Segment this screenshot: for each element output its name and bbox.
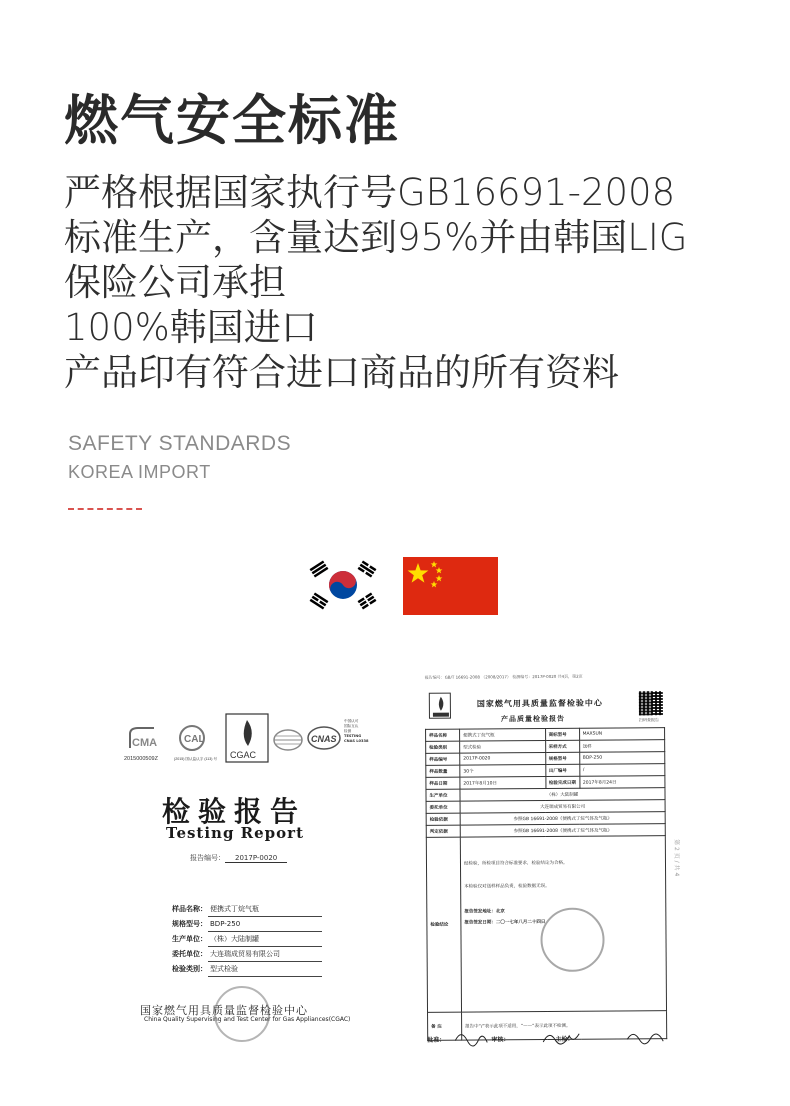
cover-fields [172, 902, 322, 977]
table-cell: BDP-250 [579, 752, 665, 765]
cma-label: CMA [132, 737, 158, 749]
cma-number: 2015000509Z [124, 756, 158, 762]
test-center-name-zh: 国家燃气用具质量监督检验中心 [140, 1004, 308, 1017]
cgac-label: CGAC [230, 750, 257, 760]
cover-field-row [172, 947, 322, 962]
table-cell: / [579, 764, 665, 777]
field-label: 委托单位： [172, 950, 207, 958]
report-heading: 国家燃气用具质量监督检验中心 [476, 698, 603, 709]
description-line: 100%韩国进口 [64, 306, 318, 349]
report-number-label: 报告编号： [190, 854, 225, 862]
testing-report-cover [110, 690, 380, 1050]
emblem-logo-icon [274, 730, 302, 750]
table-cell: 商标型号 [545, 728, 579, 740]
field-label: 规格型号： [172, 920, 207, 928]
qr-code-icon [639, 691, 663, 715]
reviewer-label: 审核： [491, 1036, 510, 1044]
report-side-text: 第 2 页 / 共 4 [672, 839, 681, 877]
cnas-side-text: 检测 [344, 729, 352, 733]
english-subtitle: KOREA IMPORT [68, 462, 211, 482]
cnas-label: CNAS [311, 734, 337, 744]
certification-logos [120, 710, 380, 770]
table-cell: 样品日期 [426, 777, 460, 789]
report-number-value: 2017P-0020 [225, 854, 287, 863]
table-cell: 2017年8月24日 [579, 776, 665, 789]
cover-title-en: Testing Report [166, 824, 305, 842]
table-cell: 生产单位 [426, 789, 460, 801]
cgac-small-logo-icon [429, 693, 451, 719]
table-cell: 2017年8月10日 [460, 776, 546, 789]
table-cell: 检验类别 [426, 741, 460, 753]
table-cell: 参照GB 16691-2008《便携式丁烷气体及气瓶》 [460, 824, 665, 837]
cover-field-row [172, 932, 322, 947]
conclusion-line: 报告签发地址：北京 [464, 909, 505, 915]
description-line: 保险公司承担 [64, 261, 286, 304]
handwritten-signatures-icon [451, 1025, 671, 1049]
field-label: 样品名称： [172, 905, 207, 913]
cover-field-row [172, 962, 322, 977]
table-cell: 备 注 [428, 1012, 462, 1040]
south-korea-flag-icon [302, 556, 384, 614]
table-cell: 样品编号 [426, 753, 460, 765]
table-cell: 规格型号 [545, 752, 579, 764]
table-cell: 委托单位 [426, 801, 460, 813]
cnas-side-text: 国际互认 [344, 724, 359, 728]
conclusion-line: 经检验，所检项目符合标准要求，检验结论为合格。 [463, 860, 568, 867]
china-flag-icon [403, 557, 498, 615]
quality-inspection-report [409, 669, 682, 1061]
table-cell: 样品数量 [426, 765, 460, 777]
table-cell: 大连瑞成贸易有限公司 [460, 800, 665, 813]
field-value: 便携式丁烷气瓶 [208, 902, 322, 917]
report-number [190, 853, 287, 863]
english-title: SAFETY STANDARDS [68, 432, 292, 455]
description-line: 标准生产，含量达到95%并由韩国LIG [64, 216, 688, 259]
table-cell: 判定依据 [426, 825, 460, 837]
test-center-name-en: China Quality Supervising and Test Center for Gas Appliances(CGAC) [144, 1016, 351, 1023]
cover-title-zh: 检验报告 [162, 795, 307, 828]
page-title: 燃气安全标准 [64, 89, 400, 152]
official-stamp-icon [540, 908, 604, 972]
cnas-logo-icon [308, 718, 369, 749]
accent-divider [68, 508, 142, 510]
table-cell: 送样 [579, 740, 665, 753]
table-cell: 检验依据 [426, 813, 460, 825]
table-cell: 检验完成日期 [545, 776, 579, 788]
description-line: 严格根据国家执行号GB16691-2008 [64, 171, 676, 214]
table-cell: 样品名称 [426, 729, 460, 741]
field-label: 生产单位： [172, 935, 207, 943]
table-cell: 出厂编号 [545, 764, 579, 776]
cal-label: CAL [184, 734, 205, 745]
field-value: BDP-250 [208, 917, 322, 932]
table-cell: 30个 [460, 764, 546, 777]
table-cell: （株）大陆制罐 [460, 788, 665, 801]
table-cell: 报告中“/”表示此项不适用，“——”表示此项不检测。 [462, 1011, 667, 1040]
cover-field-row [172, 902, 322, 917]
conclusion-line: 报告签发日期：二〇一七年八月二十四日 [464, 919, 546, 926]
cal-number: (2015) 国认监认字 (113) 号 [174, 757, 218, 761]
cal-logo-icon [174, 726, 217, 761]
cnas-side-text: 中国认可 [344, 719, 359, 723]
cnas-side-text: TESTING [344, 734, 362, 738]
table-cell: 便携式丁烷气瓶 [460, 728, 546, 741]
report-table [425, 727, 667, 1044]
table-cell: 2017P-0020 [460, 752, 546, 765]
inspector-label: 主检： [555, 1035, 574, 1043]
cover-field-row [172, 917, 322, 932]
conclusion-line: 本检验仅对送样样品负责，检验数据无误。 [464, 883, 550, 890]
report-subheading: 产品质量检验报告 [500, 714, 566, 724]
field-value: 型式检验 [208, 962, 322, 977]
table-cell: 检验结论 [426, 837, 461, 1012]
qr-label: 扫码查报告 [638, 717, 660, 723]
description-line: 产品印有符合进口商品的所有资料 [64, 351, 619, 394]
table-cell: 参照GB 16691-2008《便携式丁烷气体及气瓶》 [460, 812, 665, 825]
field-label: 检验类别： [172, 965, 207, 973]
field-value: 大连瑞成贸易有限公司 [208, 947, 322, 962]
table-cell: MAXSUN [579, 728, 665, 741]
table-cell: 采样方式 [545, 740, 579, 752]
cnas-side-text: CNAS L0338 [344, 739, 369, 743]
cma-logo-icon [124, 728, 159, 762]
description [64, 170, 687, 395]
approver-label: 批准： [427, 1036, 446, 1044]
report-top-line: 报告编号：GB/T 16691-2008 （2008/2017） 检测编号：2017P-0020 共4页，第2页 [424, 673, 583, 680]
field-value: （株）大陆制罐 [208, 932, 322, 947]
cgac-logo-icon [226, 714, 268, 762]
table-cell: 型式检验 [460, 740, 546, 753]
